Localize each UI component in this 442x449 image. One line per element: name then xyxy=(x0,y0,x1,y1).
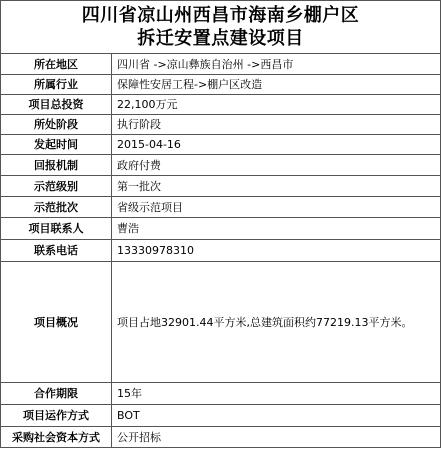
launch-date-label: 发起时间 xyxy=(1,134,112,154)
operation-mode-label: 项目运作方式 xyxy=(1,404,112,426)
operation-mode-value: BOT xyxy=(112,404,441,426)
project-overview-value: 项目占地32901.44平方米,总建筑面积约77219.13平方米。 xyxy=(112,261,441,382)
region-label: 所在地区 xyxy=(1,54,112,74)
region-value: 四川省 ->凉山彝族自治州 ->西昌市 xyxy=(112,54,441,74)
procurement-method-label: 采购社会资本方式 xyxy=(1,426,112,447)
row-return-mechanism xyxy=(1,154,440,175)
row-stage xyxy=(1,114,440,134)
contact-phone-value: 13330978310 xyxy=(112,239,441,261)
row-contact-phone xyxy=(1,239,440,261)
total-investment-value: 22,100万元 xyxy=(112,94,441,114)
demo-batch-value: 省级示范项目 xyxy=(112,196,441,217)
cooperation-term-label: 合作期限 xyxy=(1,382,112,404)
row-industry xyxy=(1,74,440,94)
row-operation-mode xyxy=(1,404,440,426)
return-mechanism-label: 回报机制 xyxy=(1,154,112,175)
title-line-1: 四川省凉山州西昌市海南乡棚户区 xyxy=(81,5,360,26)
row-procurement-method xyxy=(1,426,440,447)
launch-date-value: 2015-04-16 xyxy=(112,134,441,154)
procurement-method-value: 公开招标 xyxy=(117,430,161,444)
row-launch-date xyxy=(1,134,440,154)
contact-phone-label: 联系电话 xyxy=(1,239,112,261)
contact-person-value: 曹浩 xyxy=(112,217,441,239)
contact-person-label: 项目联系人 xyxy=(1,217,112,239)
total-investment-label: 项目总投资 xyxy=(1,94,112,114)
row-total-investment xyxy=(1,94,440,114)
demo-level-value: 第一批次 xyxy=(112,175,441,196)
stage-value: 执行阶段 xyxy=(112,114,441,134)
demo-batch-label: 示范批次 xyxy=(1,196,112,217)
row-contact-person xyxy=(1,217,440,239)
project-overview-label: 项目概况 xyxy=(1,261,112,382)
return-mechanism-value: 政府付费 xyxy=(112,154,441,175)
industry-label: 所属行业 xyxy=(1,74,112,94)
row-demo-batch xyxy=(1,196,440,217)
document-title xyxy=(1,1,440,54)
cooperation-term-value: 15年 xyxy=(112,382,441,404)
industry-value: 保障性安居工程->棚户区改造 xyxy=(112,74,441,94)
row-region xyxy=(1,54,440,74)
title-line-2: 拆迁安置点建设项目 xyxy=(137,28,304,49)
row-project-overview xyxy=(1,261,440,382)
project-info-table xyxy=(1,54,440,447)
demo-level-label: 示范级别 xyxy=(1,175,112,196)
stage-label: 所处阶段 xyxy=(1,114,112,134)
row-cooperation-term xyxy=(1,382,440,404)
row-demo-level xyxy=(1,175,440,196)
